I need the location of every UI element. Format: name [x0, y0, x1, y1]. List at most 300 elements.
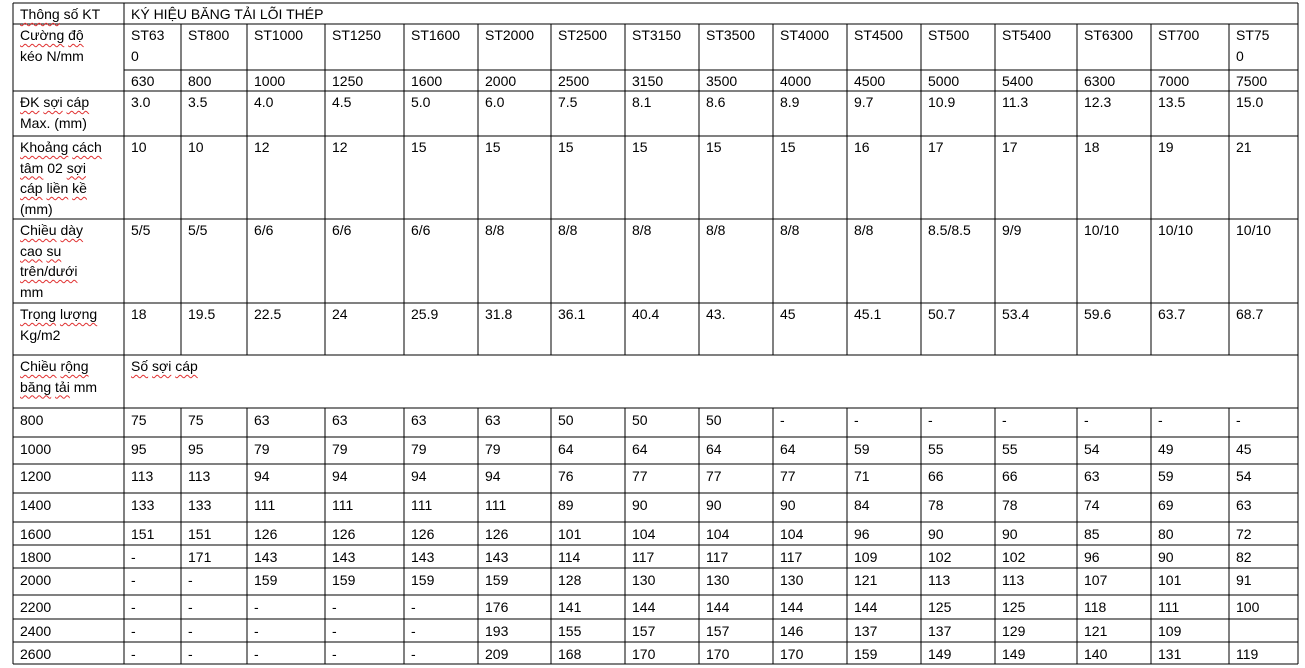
property-value-line: 45 [780, 306, 796, 322]
cable-count [1158, 466, 1174, 487]
property-value [632, 137, 648, 158]
cable-count-line: 113 [1002, 572, 1025, 588]
cable-count [485, 621, 508, 642]
cable-count-line: 159 [254, 572, 278, 588]
belt-width-line: 1800 [20, 549, 52, 565]
cable-count [332, 597, 337, 618]
cable-count [558, 547, 580, 568]
cable-count [854, 410, 859, 431]
cable-count [1002, 466, 1018, 487]
cable-count-line: 64 [706, 441, 722, 457]
cable-count [485, 547, 508, 568]
belt-width [20, 439, 51, 460]
param-header-word: Thông [20, 6, 60, 22]
cable-count-line: 118 [1084, 599, 1107, 615]
property-label-word: Kg/m2 [20, 326, 61, 343]
cable-count [928, 495, 944, 516]
property-value-line: 4.0 [254, 94, 274, 110]
cable-count-line: 144 [780, 599, 804, 615]
cable-count-line: 209 [485, 646, 509, 662]
cable-count [706, 466, 722, 487]
property-value [332, 220, 351, 241]
property-value [332, 92, 351, 113]
cable-count-line: 50 [706, 412, 722, 428]
cable-count-line: - [1084, 412, 1089, 428]
cable-count-line: 104 [780, 526, 804, 542]
cable-count [1084, 439, 1100, 460]
strength-value-line: 7500 [1236, 73, 1268, 89]
property-value [485, 92, 504, 113]
cable-count [332, 439, 348, 460]
property-label-line [20, 261, 83, 282]
cable-count-line: 90 [928, 526, 944, 542]
property-value-line: 7.5 [558, 94, 578, 110]
cable-count [1236, 570, 1252, 591]
cable-count-line: 129 [1002, 623, 1026, 639]
cable-count-line: 144 [632, 599, 656, 615]
cable-count [706, 439, 722, 460]
cable-count [632, 410, 648, 431]
cable-count-line: 111 [332, 497, 354, 513]
cable-count-line: 130 [706, 572, 730, 588]
cable-count-line: 63 [485, 412, 501, 428]
cable-count [1236, 466, 1252, 487]
cable-count [632, 439, 648, 460]
cable-count [411, 439, 427, 460]
property-label-word: tâm [20, 159, 44, 176]
cable-count-line: 149 [1002, 646, 1026, 662]
cable-count-line: 130 [780, 572, 804, 588]
cable-count [332, 495, 353, 516]
property-value [332, 137, 348, 158]
cable-count [854, 439, 870, 460]
cable-count [254, 547, 277, 568]
belt-width-line: 1400 [20, 497, 52, 513]
cable-count [411, 621, 416, 642]
property-value [780, 137, 796, 158]
property-value [780, 220, 799, 241]
cable-count-line: 111 [485, 497, 507, 513]
property-value [854, 304, 881, 325]
cable-count-line: 82 [1236, 549, 1252, 565]
cable-count-label-line [131, 356, 198, 377]
property-value-line: 8.1 [632, 94, 652, 110]
cable-count [1002, 547, 1025, 568]
cable-count [131, 439, 147, 460]
strength-value-line: 630 [131, 73, 155, 89]
cable-count [411, 547, 434, 568]
strength-value-line: 4500 [854, 73, 886, 89]
property-value [1236, 304, 1263, 325]
strength-code-line: ST5400 [1002, 27, 1052, 43]
cable-count [632, 597, 655, 618]
cable-count-line: 49 [1158, 441, 1174, 457]
cable-count [254, 410, 270, 431]
cable-count [1084, 547, 1100, 568]
cable-count [632, 644, 655, 665]
cable-count-line: 111 [254, 497, 276, 513]
strength-code [928, 25, 969, 46]
cable-count [632, 495, 648, 516]
cable-count [928, 410, 933, 431]
property-value-line: 11.3 [1002, 94, 1029, 110]
width-label-line [20, 356, 97, 377]
cable-count-line: 159 [411, 572, 435, 588]
property-label-word: su [46, 242, 62, 259]
cable-count-line: 77 [632, 468, 648, 484]
cable-count-line: 78 [1002, 497, 1018, 513]
belt-width [20, 547, 51, 568]
width-label-word: băng [20, 378, 52, 395]
property-value [485, 304, 512, 325]
property-value [780, 92, 799, 113]
property-value [706, 137, 722, 158]
cable-count-line: 94 [254, 468, 270, 484]
cable-count-line: 66 [1002, 468, 1018, 484]
cable-count-line: 89 [558, 497, 574, 513]
cable-count-line: - [332, 599, 337, 615]
property-value [254, 137, 270, 158]
cable-count-line: 133 [131, 497, 155, 513]
cable-count-line: 125 [1002, 599, 1026, 615]
property-value-line: 17 [928, 139, 944, 155]
strength-label-word: độ [68, 27, 84, 43]
cable-count [632, 621, 655, 642]
cable-count [411, 644, 416, 665]
cable-count [706, 644, 729, 665]
width-label-word: rộng [60, 358, 89, 374]
cable-count-label [131, 356, 198, 377]
cable-count-line: 90 [632, 497, 648, 513]
property-value [1236, 92, 1263, 113]
cable-count-line: 63 [1084, 468, 1100, 484]
property-label-word: kề [72, 180, 87, 196]
width-label-line [20, 377, 97, 398]
cable-count [558, 570, 581, 591]
strength-code-line: ST1000 [254, 27, 304, 43]
cable-count-line: 50 [558, 412, 574, 428]
cable-count-line: 126 [485, 526, 509, 542]
cable-count-line: 140 [1084, 646, 1108, 662]
property-value-line: 10/10 [1158, 222, 1194, 238]
strength-code-line: 0 [1236, 47, 1244, 64]
param-header-line [20, 4, 100, 25]
cable-count [928, 644, 951, 665]
cable-count [188, 439, 204, 460]
cable-count-line: 75 [131, 412, 147, 428]
cable-count [706, 524, 729, 545]
cable-count-line: - [332, 623, 337, 639]
cable-count [411, 524, 434, 545]
belt-width [20, 644, 51, 665]
property-value [1002, 220, 1021, 241]
belt-width-line: 2400 [20, 623, 52, 639]
property-value-line: 12.3 [1084, 94, 1112, 110]
cable-count [928, 570, 950, 591]
cable-count [1236, 439, 1252, 460]
property-value-line: 45.1 [854, 306, 882, 322]
strength-code-line: ST3500 [706, 27, 756, 43]
cable-count-line: 111 [1158, 599, 1180, 615]
property-label-word: Khoảng [20, 139, 69, 155]
property-label-word: sợi [43, 94, 63, 110]
strength-code-line: ST6300 [1084, 27, 1134, 43]
cable-count [558, 644, 581, 665]
cable-count-line: 119 [1236, 646, 1259, 662]
property-label-line [20, 220, 83, 241]
property-value [485, 137, 501, 158]
belt-width [20, 621, 51, 642]
strength-value-line: 800 [188, 73, 212, 89]
property-label [20, 304, 97, 345]
cable-count [188, 410, 204, 431]
cable-count [632, 570, 655, 591]
cable-count-line: 63 [254, 412, 270, 428]
property-label-word: lượng [59, 306, 98, 322]
cable-count-line: 113 [928, 572, 951, 588]
cable-count-line: 45 [1236, 441, 1252, 457]
belt-width-line: 1600 [20, 526, 52, 542]
cable-count [1158, 597, 1179, 618]
cable-count [131, 466, 153, 487]
property-value [188, 137, 204, 158]
strength-value-line: 2000 [485, 73, 517, 89]
cable-count-line: 66 [928, 468, 944, 484]
cable-count [254, 644, 259, 665]
cable-count [131, 547, 136, 568]
strength-value-line: 3150 [632, 73, 664, 89]
property-value-line: 40.4 [632, 306, 660, 322]
cable-count-line: 143 [332, 549, 356, 565]
property-label-word: mm [20, 283, 44, 300]
cable-count [485, 644, 508, 665]
cable-count [928, 621, 951, 642]
cable-count-line: 149 [928, 646, 952, 662]
cable-count-line: 121 [854, 572, 878, 588]
cable-count [131, 524, 154, 545]
property-value-line: 10 [188, 139, 204, 155]
cable-count-line: 85 [1084, 526, 1100, 542]
cable-count-line: 102 [928, 549, 952, 565]
cable-count [1158, 644, 1181, 665]
cable-count [854, 524, 870, 545]
strength-value-line: 1600 [411, 73, 443, 89]
cable-count [332, 570, 355, 591]
property-label-word: cáp [66, 94, 90, 110]
property-value [1002, 137, 1018, 158]
strength-value [1158, 71, 1189, 92]
property-value-line: 10/10 [1236, 222, 1272, 238]
property-value [632, 92, 651, 113]
cable-count-line: 126 [411, 526, 435, 542]
property-value-line: 3.0 [131, 94, 151, 110]
cable-count-line: 141 [558, 599, 582, 615]
cable-count [485, 439, 501, 460]
cable-count-line: 193 [485, 623, 509, 639]
cable-count [1002, 644, 1025, 665]
property-value-line: 12 [254, 139, 270, 155]
property-value-line: 18 [131, 306, 147, 322]
property-value [854, 137, 870, 158]
strength-value [706, 71, 737, 92]
strength-value [1002, 71, 1033, 92]
cable-count [254, 524, 277, 545]
cable-count-line: - [188, 599, 193, 615]
property-value-line: 6/6 [332, 222, 352, 238]
cable-count-line: 125 [928, 599, 952, 615]
strength-code [632, 25, 681, 46]
strength-code-line: ST63 [131, 27, 165, 43]
property-value-line: 9/9 [1002, 222, 1022, 238]
cable-count [558, 439, 574, 460]
strength-label [20, 25, 84, 66]
property-value-line: 18 [1084, 139, 1100, 155]
strength-value [188, 71, 211, 92]
strength-value-line: 5000 [928, 73, 960, 89]
cable-count-line: 80 [1158, 526, 1174, 542]
cable-count-line: 79 [485, 441, 501, 457]
cable-count-line: 74 [1084, 497, 1100, 513]
cable-count [254, 597, 259, 618]
cable-count-line: 137 [854, 623, 878, 639]
cable-count [780, 570, 803, 591]
cable-count [188, 466, 210, 487]
cable-count [254, 439, 270, 460]
strength-code-line: ST2000 [485, 27, 535, 43]
property-value-line: 6/6 [411, 222, 431, 238]
strength-value [854, 71, 885, 92]
strength-value [558, 71, 589, 92]
cable-count-line: 50 [632, 412, 648, 428]
cable-count [928, 524, 944, 545]
strength-value-line: 1000 [254, 73, 286, 89]
cable-count-line: 159 [332, 572, 356, 588]
property-value [632, 220, 651, 241]
cable-count [188, 597, 193, 618]
cable-count-line: 94 [411, 468, 427, 484]
belt-width [20, 495, 51, 516]
strength-value [780, 71, 811, 92]
cable-count-line: 95 [188, 441, 204, 457]
cable-count-line: 100 [1236, 599, 1260, 615]
cable-count [411, 466, 427, 487]
cable-count [1236, 644, 1258, 665]
strength-code [780, 25, 829, 46]
cable-count [411, 570, 434, 591]
cable-count-line: - [131, 646, 136, 662]
cable-count-line: 143 [485, 549, 509, 565]
cable-count-line: 96 [854, 526, 870, 542]
cable-count [780, 621, 803, 642]
cable-count [928, 439, 944, 460]
property-value-line: 15 [632, 139, 648, 155]
cable-count-line: 157 [632, 623, 656, 639]
cable-count-line: 137 [928, 623, 952, 639]
belt-width [20, 570, 51, 591]
cable-count-line: 113 [188, 468, 211, 484]
property-label-word: trên/dưới [20, 263, 78, 279]
cable-count-line: 117 [706, 549, 729, 565]
cable-count-line: 104 [706, 526, 730, 542]
property-value-line: 25.9 [411, 306, 439, 322]
property-value-line: 68.7 [1236, 306, 1264, 322]
property-value-line: 24 [332, 306, 348, 322]
property-value [558, 220, 577, 241]
property-value-line: 15 [558, 139, 574, 155]
cable-count-line: 117 [780, 549, 803, 565]
cable-count-line: 77 [706, 468, 722, 484]
property-value-line: 59.6 [1084, 306, 1112, 322]
strength-code-line: ST75 [1236, 27, 1270, 43]
property-value [1084, 220, 1119, 241]
cable-count [131, 597, 136, 618]
property-value [411, 137, 427, 158]
cable-count-line: - [188, 623, 193, 639]
cable-count [558, 410, 574, 431]
property-value-line: 15 [411, 139, 427, 155]
property-value-line: 8/8 [558, 222, 578, 238]
property-value [332, 304, 348, 325]
strength-code [254, 25, 303, 46]
cable-count-line: 90 [1158, 549, 1174, 565]
cable-count [254, 570, 277, 591]
property-label-line [20, 282, 83, 303]
cable-count [131, 410, 147, 431]
cable-count [485, 466, 501, 487]
strength-value-line: 4000 [780, 73, 812, 89]
cable-count [1236, 410, 1241, 431]
strength-code-line: ST800 [188, 27, 230, 43]
strength-code [131, 25, 164, 66]
property-value-line: 10 [131, 139, 147, 155]
width-label-word: tải [55, 378, 70, 395]
strength-label-line [20, 46, 84, 67]
cable-count [854, 597, 877, 618]
strength-label-word: N/mm [46, 47, 84, 64]
cable-count-line: 76 [558, 468, 574, 484]
strength-code-line: ST4500 [854, 27, 904, 43]
cable-count-line: - [854, 412, 859, 428]
cable-count-line: 171 [188, 549, 212, 565]
cable-count-line: 55 [1002, 441, 1018, 457]
cable-count-line: - [254, 599, 259, 615]
cable-count [1084, 495, 1100, 516]
property-value [706, 220, 725, 241]
property-value [131, 92, 150, 113]
cable-count-line: 63 [332, 412, 348, 428]
cable-count-line: 151 [188, 526, 212, 542]
property-label-word: (mm) [20, 200, 53, 217]
belt-width [20, 466, 51, 487]
property-value-line: 8/8 [485, 222, 505, 238]
cable-count [1084, 524, 1100, 545]
cable-count [706, 495, 722, 516]
cable-count-line: 71 [854, 468, 870, 484]
cable-count-line: 144 [854, 599, 878, 615]
property-value [1158, 92, 1185, 113]
property-value [411, 220, 430, 241]
property-value-line: 8.9 [780, 94, 800, 110]
cable-count [1084, 466, 1100, 487]
cable-count [485, 495, 506, 516]
property-value-line: 8/8 [854, 222, 874, 238]
property-label-word: cáp [20, 180, 43, 196]
cable-count-line: - [411, 623, 416, 639]
property-value-line: 15 [780, 139, 796, 155]
cable-count-line: 128 [558, 572, 582, 588]
cable-count [188, 621, 193, 642]
cable-count-line: - [131, 572, 136, 588]
